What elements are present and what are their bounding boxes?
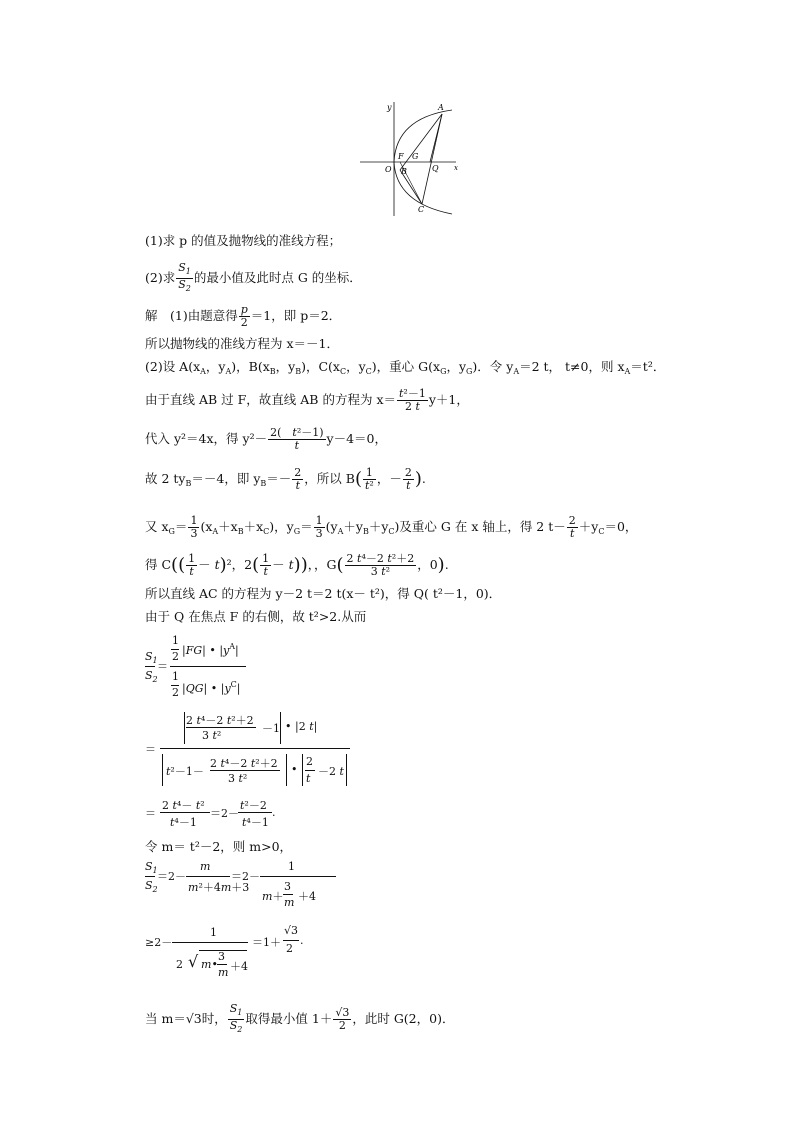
solution-setup: (2)设 $A(x_A$，$y_A$)，$B(x_B$，$y_B$)，$C(x_C$，$y_C$)，重心 $G(x_G$，$y_G$)．令 $y_A=2$ t， t≠0，则 $x_A=t^2$． [145,359,666,376]
label-f: F [398,152,404,161]
solution-points-c-g: 得 C(( $\frac{1}{t}$ － t)²，2( $\frac{1}{t}$ － t))，，G( $\frac{\text{2 t⁴－2 t²＋2}}{\text{3 t²}}$ ，0). [145,552,449,578]
label-g: G [412,152,419,161]
label-x: x [454,164,458,172]
label-o: O [385,165,392,174]
solution-directrix: 所以抛物线的准线方程为 x＝－1． [145,336,339,351]
solution-point-b: 故 2 $ty_B=-4$，即 $y_B=-$ $\frac{2}{t}$ ，所以 B( $\frac{1}{\text{t²}}$ ，－ $\frac{2}{t}$ ). [145,466,426,492]
solution-step-1: 解 (1)由题意得 $\frac{p}{2}$ ＝1，即 p＝2． [145,303,342,329]
solution-line-ac: 所以直线 AC 的方程为 y－2 t＝2 t(x－ t²)，得 Q( t²－1，0)． [145,586,502,601]
q2-prefix: (2)求 [145,270,176,285]
solution-line-ab: 由于直线 AB 过 F，故直线 AB 的方程为 x＝ $\frac{\text{t²－1}}{2 t}$ y＋1， [145,387,469,413]
question-2: (2)求 $\frac{S_1}{S_2}$ 的最小值及此时点 G 的坐标． [145,261,362,293]
line-aq [430,114,442,162]
label-y: y [387,103,392,112]
q2-suffix: 的最小值及此时点 G 的坐标． [193,270,362,285]
label-q: Q [432,164,439,173]
parabola-figure [356,98,460,218]
label-b: B [401,167,407,176]
label-a: A [438,103,444,112]
label-c: C [418,205,425,214]
solution-substitute: 代入 y²＝4x，得 y²－ $\frac{\text{2( t²－1)}}{t}$ y－4＝0， [145,426,387,452]
solution-conclusion: 当 m＝√3时， $\frac{S_1}{S_2}$ 取得最小值 1＋ $\frac{√3}{2}$ ，此时 G(2，0)． [145,1002,455,1034]
question-1: (1)求 p 的值及抛物线的准线方程； [145,233,342,248]
solution-q-position: 由于 Q 在焦点 F 的右侧，故 t²>2.从而 [145,609,367,624]
solution-centroid: 又 $x_G=$ $\frac{1}{3}$ $(x_A+x_B+x_C)$，$y_G=$ $\frac{1}{3}$ $(y_A+y_B+y_C)$及重心 G 在 x 轴上，得 2 t－ $\frac{2}{t}$ $+y_C=0$， [145,514,638,540]
solution-substitution-m: 令 m＝ t²－2，则 m>0， [145,839,293,854]
